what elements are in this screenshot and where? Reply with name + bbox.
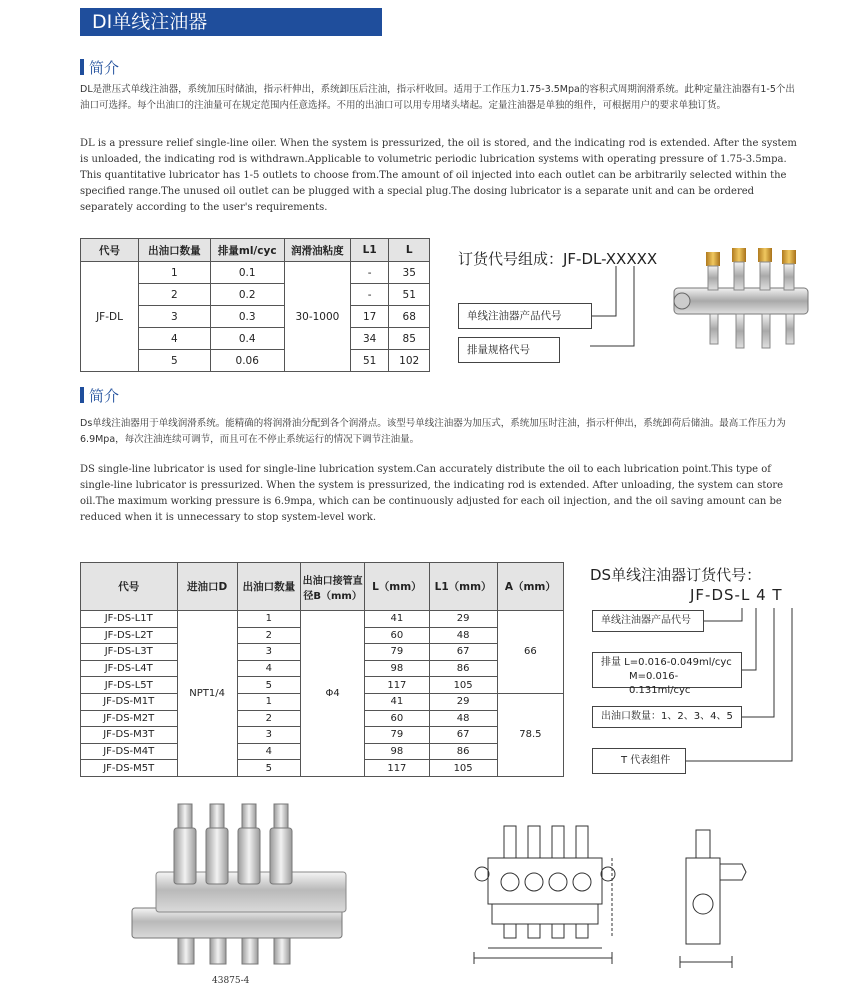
- connector-line: [742, 608, 774, 717]
- table-cell: 35: [389, 262, 430, 284]
- table-cell: 98: [365, 743, 429, 760]
- ds-lubricator-photo: [126, 798, 356, 978]
- table-cell: JF-DS-L5T: [81, 677, 178, 694]
- table-cell: JF-DS-L1T: [81, 611, 178, 628]
- table-cell: JF-DS-M2T: [81, 710, 178, 727]
- ds-assembly-box: T 代表组件: [592, 748, 686, 774]
- heading-marker: [80, 59, 84, 75]
- dl-viscosity-cell: 30-1000: [284, 262, 350, 372]
- page-title: DI单线注油器: [80, 8, 382, 36]
- dl-code-cell: JF-DL: [81, 262, 139, 372]
- ds-connector-lines: [580, 600, 820, 780]
- th-code: 代号: [81, 563, 178, 611]
- th-displacement: 排量ml/cyc: [210, 239, 284, 262]
- th-l1: L1: [350, 239, 388, 262]
- ds-code-prefix: JF-DS-: [690, 586, 741, 604]
- th-l: L（mm）: [365, 563, 429, 611]
- connector-line: [590, 266, 634, 346]
- table-cell: 86: [429, 743, 497, 760]
- table-cell: 1: [237, 611, 300, 628]
- th-l1: L1（mm）: [429, 563, 497, 611]
- table-cell: 29: [429, 611, 497, 628]
- table-cell: 98: [365, 660, 429, 677]
- ds-displacement-l: 排量 L=0.016-0.049ml/cyc: [601, 657, 732, 668]
- table-cell: 0.2: [210, 284, 284, 306]
- section-heading-1-label: 简介: [89, 59, 120, 77]
- ds-code-series: L: [740, 586, 751, 604]
- th-viscosity: 润滑油粘度: [284, 239, 350, 262]
- table-cell: 0.4: [210, 328, 284, 350]
- th-a: A（mm）: [497, 563, 563, 611]
- table-cell: 67: [429, 727, 497, 744]
- ds-code-outlets: 4: [756, 586, 767, 604]
- table-cell: 117: [365, 760, 429, 777]
- table-cell: 102: [389, 350, 430, 372]
- table-cell: 86: [429, 660, 497, 677]
- table-cell: 60: [365, 710, 429, 727]
- table-cell: 0.3: [210, 306, 284, 328]
- table-cell: 2: [237, 627, 300, 644]
- intro-en-2: DS single-line lubricator is used for single-line lubrication system.Can accurately distribute the oil to each lubrication point.This type of single-line lubricator is pressurized. When the system is pressurized, the indicating rod is extended. After unloading, the system can store oil.The maximum working pressure is 6.9mpa, which can be continuously adjusted for each oil injection, and the oil saving amount can be reduced when it is unnecessary to stop system-level work.: [80, 464, 784, 523]
- intro-cn-1: DL是泄压式单线注油器，系统加压时储油，指示杆伸出，系统卸压后注油，指示杆收回。适用于工作压力1.75-3.5Mpa的容积式周期润滑系统。此种定量注油器有1-5个出油口可选择。每个出油口的注油量可在规定范围内任意选择。不用的出油口可以用专用堵头堵起。定量注油器是单独的组件，可根据用户的要求单独订货。: [80, 84, 795, 111]
- intro-en-1: DL is a pressure relief single-line oiler. When the system is pressurized, the oil is stored, and the indicating rod is extended. After the system is unloaded, the indicating rod is withdrawn.Applicable to volumetric periodic lubrication systems with operating pressure of 1.75-3.5mpa. This quantitative lubricator has 1-5 outlets to choose from.The amount of oil injected into each outlet can be arbitrarily selected within the specified range.The unused oil outlet can be plugged with a special plug.The dosing lubricator is a separate unit and can be ordered separately according to the user's requirements.: [80, 138, 797, 213]
- ds-outlets-box: 出油口数量：1、2、3、4、5: [592, 706, 742, 728]
- table-cell: 4: [139, 328, 211, 350]
- ds-order-title: DS单线注油器订货代号：: [590, 566, 762, 584]
- table-cell: 51: [350, 350, 388, 372]
- table-cell: -: [350, 262, 388, 284]
- ds-a-cell-l: 66: [497, 611, 563, 694]
- table-cell: JF-DS-L3T: [81, 644, 178, 661]
- table-cell: 3: [237, 727, 300, 744]
- table-cell: 79: [365, 644, 429, 661]
- section-heading-2: [80, 386, 119, 406]
- th-l: L: [389, 239, 430, 262]
- table-cell: 1: [139, 262, 211, 284]
- table-cell: 0.1: [210, 262, 284, 284]
- th-inlet: 进油口D: [177, 563, 237, 611]
- connector-line: [704, 608, 742, 621]
- ds-code-assembly: T: [772, 586, 783, 604]
- section-heading-2-label: 简介: [89, 387, 120, 405]
- table-cell: 4: [237, 660, 300, 677]
- table-cell: 67: [429, 644, 497, 661]
- table-cell: 29: [429, 693, 497, 710]
- table-cell: 34: [350, 328, 388, 350]
- th-outlets: 出油口数量: [237, 563, 300, 611]
- table-cell: 5: [237, 760, 300, 777]
- ds-spec-table: [80, 562, 564, 777]
- table-cell: JF-DS-M5T: [81, 760, 178, 777]
- ds-side-drawing: [672, 812, 762, 972]
- dl-order-prefix: 订货代号组成：JF-DL-: [458, 250, 606, 268]
- table-cell: 2: [237, 710, 300, 727]
- dl-product-code-box: 单线注油器产品代号: [458, 303, 592, 329]
- table-cell: 85: [389, 328, 430, 350]
- table-cell: 105: [429, 677, 497, 694]
- th-code: 代号: [81, 239, 139, 262]
- table-cell: 60: [365, 627, 429, 644]
- table-cell: JF-DS-M4T: [81, 743, 178, 760]
- table-cell: 0.06: [210, 350, 284, 372]
- ds-displacement-m: M=0.016-0.131ml/cyc: [629, 671, 691, 696]
- connector-line: [592, 266, 616, 316]
- table-cell: 41: [365, 693, 429, 710]
- table-cell: -: [350, 284, 388, 306]
- table-cell: 79: [365, 727, 429, 744]
- table-cell: 3: [237, 644, 300, 661]
- table-cell: 1: [237, 693, 300, 710]
- table-cell: 51: [389, 284, 430, 306]
- dl-displacement-box: 排量规格代号: [458, 337, 560, 363]
- th-outlets: 出油口数量: [139, 239, 211, 262]
- ds-a-cell-m: 78.5: [497, 693, 563, 776]
- dl-lubricator-photo: [668, 244, 818, 360]
- table-cell: JF-DS-M1T: [81, 693, 178, 710]
- table-cell: 4: [237, 743, 300, 760]
- table-cell: 48: [429, 627, 497, 644]
- dl-connector-lines: [590, 262, 660, 362]
- th-pipe-diameter: 出油口接管直径B（mm）: [300, 563, 364, 611]
- ds-inlet-cell: NPT1/4: [177, 611, 237, 777]
- table-cell: 2: [139, 284, 211, 306]
- connector-line: [686, 608, 792, 761]
- dl-spec-table: [80, 238, 430, 372]
- table-cell: 48: [429, 710, 497, 727]
- table-cell: JF-DS-M3T: [81, 727, 178, 744]
- heading-marker: [80, 387, 84, 403]
- table-cell: 5: [237, 677, 300, 694]
- table-cell: 105: [429, 760, 497, 777]
- dl-order-code: XXXXX: [605, 250, 658, 268]
- table-cell: JF-DS-L2T: [81, 627, 178, 644]
- ds-pipe-cell: Φ4: [300, 611, 364, 777]
- connector-line: [742, 608, 756, 670]
- table-cell: 117: [365, 677, 429, 694]
- intro-cn-2: Ds单线注油器用于单线润滑系统。能精确的将润滑油分配到各个润滑点。该型号单线注油器为加压式，系统加压时注油，指示杆伸出，系统卸荷后储油。最高工作压力为6.9Mpa，每次注油连续可调节，而且可在不停止系统运行的情况下调节注油量。: [80, 418, 786, 445]
- section-heading-1: [80, 58, 119, 78]
- table-cell: 17: [350, 306, 388, 328]
- table-cell: 3: [139, 306, 211, 328]
- table-cell: 68: [389, 306, 430, 328]
- photo-caption: 43875-4: [212, 976, 250, 986]
- ds-product-code-box: 单线注油器产品代号: [592, 610, 704, 632]
- table-cell: 41: [365, 611, 429, 628]
- table-cell: 5: [139, 350, 211, 372]
- table-cell: JF-DS-L4T: [81, 660, 178, 677]
- ds-front-drawing: [462, 800, 622, 970]
